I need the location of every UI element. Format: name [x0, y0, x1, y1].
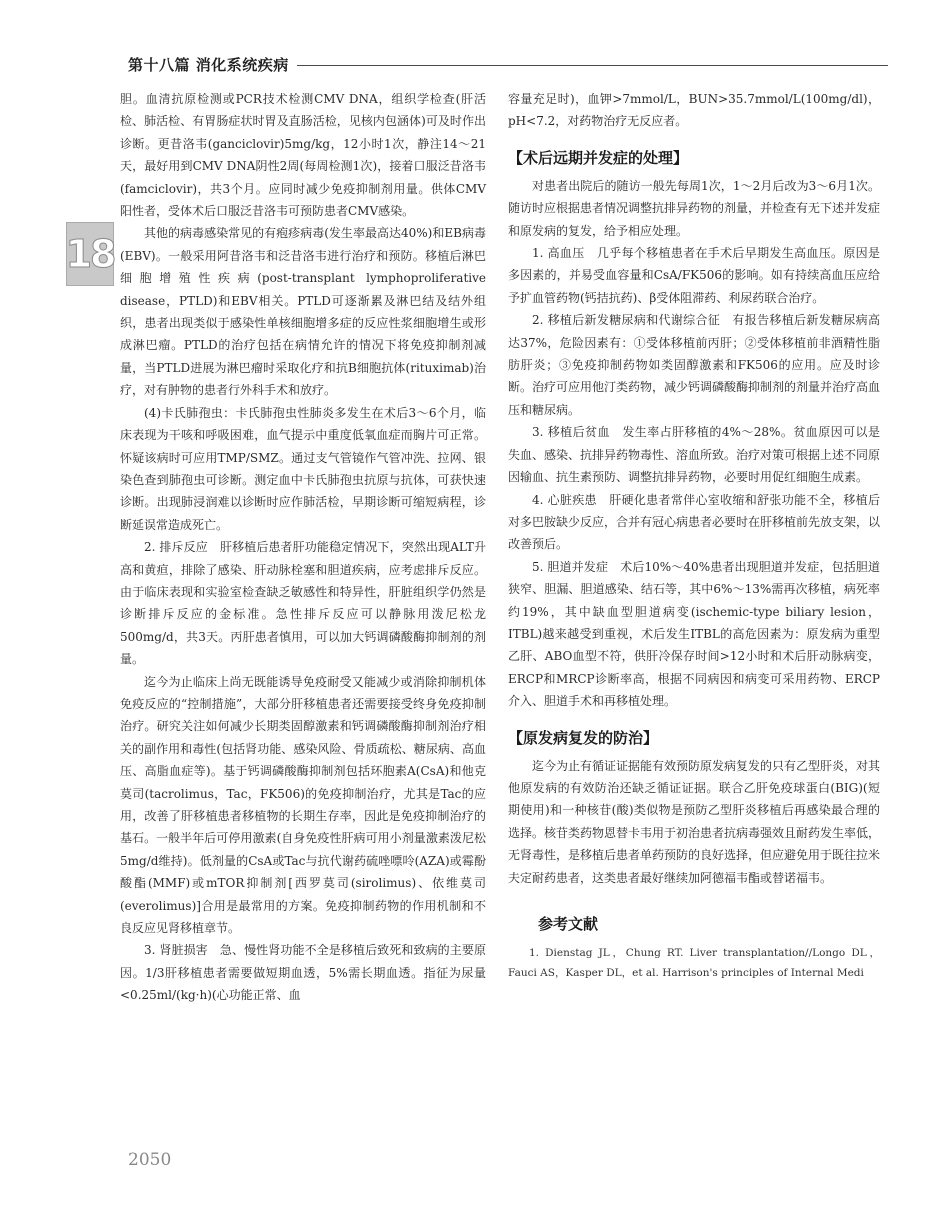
paragraph: 3. 移植后贫血 发生率占肝移植的4%～28%。贫血原因可以是失血、感染、抗排异药物毒性、溶血所致。治疗对策可根据上述不同原因输血、抗生素预防、调整抗排异药物，必要时用促红细胞生成素。 — [508, 425, 881, 485]
paragraph: 2. 排斥反应 肝移植后患者肝功能稳定情况下，突然出现ALT升高和黄疸，排除了感染、肝动脉栓塞和胆道疾病，应考虑排斥反应。由于临床表现和实验室检查缺乏敏感性和特异性，肝脏组织学仍然是诊断排斥反应的金标准。急性排斥反应可以静脉用泼尼松龙500mg/d，共3天。丙肝患者慎用，可以加大钙调磷酸酶抑制剂的剂量。 — [120, 540, 486, 667]
section-heading-recurrence: 【原发病复发的防治】 — [508, 728, 659, 747]
paragraph: 2. 移植后新发糖尿病和代谢综合征 有报告移植后新发糖尿病高达37%，危险因素有：①受体移植前丙肝；②受体移植前非酒精性脂肪肝炎；③免疫抑制药物如类固醇激素和FK506的应用。应及时诊断。治疗可应用他汀类药物，减少钙调磷酸酶抑制剂的剂量并治疗高血压和糖尿病。 — [508, 313, 881, 417]
right-column — [508, 88, 880, 983]
paragraph: (4)卡氏肺孢虫：卡氏肺孢虫性肺炎多发生在术后3～6个月，临床表现为干咳和呼吸困难，血气提示中重度低氧血症而胸片可正常。怀疑该病时可应用TMP/SMZ。通过支气管镜作气管冲洗、拉网、银染色查到肺孢虫可诊断。测定血中卡氏肺孢虫抗原与抗体，可获快速诊断。出现肺浸润难以诊断时应作肺活检，早期诊断可缩短病程，诊断延误常造成死亡。 — [120, 405, 486, 532]
section-heading-late-complications: 【术后远期并发症的处理】 — [508, 148, 689, 167]
paragraph: 3. 肾脏损害 急、慢性肾功能不全是移植后致死和致病的主要原因。1/3肝移植患者需要做短期血透，5%需长期血透。指征为尿量<0.25ml/(kg·h)(心功能正常、血 — [120, 943, 486, 1003]
running-header — [128, 52, 888, 76]
left-column — [120, 88, 486, 1007]
paragraph: 容量充足时)，血钾>7mmol/L，BUN>35.7mmol/L(100mg/dl)，pH<7.2，对药物治疗无反应者。 — [508, 92, 880, 129]
chapter-number: 18 — [65, 232, 115, 276]
chapter-tab — [66, 222, 114, 286]
header-title: 第十八篇 消化系统疾病 — [128, 55, 289, 74]
page-number: 2050 — [128, 1150, 172, 1170]
references-heading: 参考文献 — [538, 915, 599, 933]
paragraph: 迄今为止临床上尚无既能诱导免疫耐受又能减少或消除抑制机体免疫反应的“控制措施”，大部分肝移植患者还需要接受终身免疫抑制治疗。研究关注如何减少长期类固醇激素和钙调磷酸酶抑制剂治疗相关的副作用和毒性(包括肾功能、感染风险、骨质疏松、糖尿病、高血压、高脂血症等)。基于钙调磷酸酶抑制剂包括环胞素A(CsA)和他克莫司(tacrolimus，Tac，FK506)的免疫抑制治疗，尤其是Tac的应用，改善了肝移植患者移植物的长期生存率，因此是免疫抑制治疗的基石。一般半年后可停用激素(自身免疫性肝病可用小剂量激素泼尼松5mg/d维持)。低剂量的CsA或Tac与抗代谢药硫唑嘌呤(AZA)或霉酚酸酯(MMF)或mTOR抑制剂[西罗莫司(sirolimus)、依维莫司(everolimus)]合用是最常用的方案。免疫抑制药物的作用机制和不良反应见肾移植章节。 — [120, 674, 486, 936]
header-rule — [297, 65, 888, 66]
paragraph: 对患者出院后的随访一般先每周1次，1～2月后改为3～6月1次。随访时应根据患者情况调整抗排异药物的剂量，并检查有无下述并发症和原发病的复发，给予相应处理。 — [508, 178, 881, 238]
paragraph: 迄今为止有循证证据能有效预防原发病复发的只有乙型肝炎，对其他原发病的有效防治还缺乏循证证据。联合乙肝免疫球蛋白(BIG)(短期使用)和一种核苷(酸)类似物是预防乙型肝炎移植后再感染最合理的选择。核苷类药物恩替卡韦用于初治患者抗病毒强效且耐药发生率低，无肾毒性，是移植后患者单药预防的良好选择，但应避免用于既往拉米夫定耐药患者，这类患者最好继续加阿德福韦酯或替诺福韦。 — [508, 758, 881, 885]
paragraph: 胆。血清抗原检测或PCR技术检测CMV DNA，组织学检查(肝活检、肺活检、有胃肠症状时胃及直肠活检，见核内包涵体)可及时作出诊断。更昔洛韦(ganciclovir)5mg/kg，12小时1次，静注14～21天，最好用到CMV DNA阴性2周(每周检测1次)，接着口服泛昔洛韦(famciclovir)，共3个月。应同时减少免疫抑制剂用量。供体CMV阳性者，受体术后口服泛昔洛韦可预防患者CMV感染。 — [120, 92, 486, 219]
paragraph: 1. 高血压 几乎每个移植患者在手术后早期发生高血压。原因是多因素的，并易受血容量和CsA/FK506的影响。如有持续高血压应给予扩血管药物(钙拮抗药)、β受体阻滞药、利尿药联合治疗。 — [508, 246, 880, 305]
paragraph: 其他的病毒感染常见的有疱疹病毒(发生率最高达40%)和EB病毒(EBV)。一般采用阿昔洛韦和泛昔洛韦进行治疗和预防。移植后淋巴细胞增殖性疾病(post-transplant lymphoproliferative disease，PTLD)和EBV相关。PTLD可逐渐累及淋巴结及结外组织，患者出现类似于感染性单核细胞增多症的反应性浆细胞增生或形成淋巴瘤。PTLD的治疗包括在病情允许的情况下将免疫抑制剂减量，当PTLD进展为淋巴瘤时采取化疗和抗B细胞抗体(rituximab)治疗，对有肿物的患者行外科手术和放疗。 — [120, 226, 486, 398]
paragraph: 4. 心脏疾患 肝硬化患者常伴心室收缩和舒张功能不全，移植后对多巴胺缺少反应，合并有冠心病患者必要时在肝移植前先放支架，以改善预后。 — [508, 492, 881, 552]
paragraph: 5. 胆道并发症 术后10%～40%患者出现胆道并发症，包括胆道狭窄、胆漏、胆道感染、结石等，其中6%～13%需再次移植，病死率约19%，其中缺血型胆道病变(ischemic-type biliary lesion，ITBL)越来越受到重视，术后发生ITBL的高危因素为：原发病为重型乙肝、ABO血型不符，供肝冷保存时间>12小时和术后肝动脉病变，ERCP和MRCP诊断率高，根据不同病因和病变可采用药物、ERCP介入、胆道手术和再移植处理。 — [508, 559, 880, 709]
reference-item: 1. Dienstag JL，Chung RT. Liver transplantation//Longo DL，Fauci AS，Kasper DL，et al. Harrison's principles of Internal Medi — [508, 947, 880, 979]
